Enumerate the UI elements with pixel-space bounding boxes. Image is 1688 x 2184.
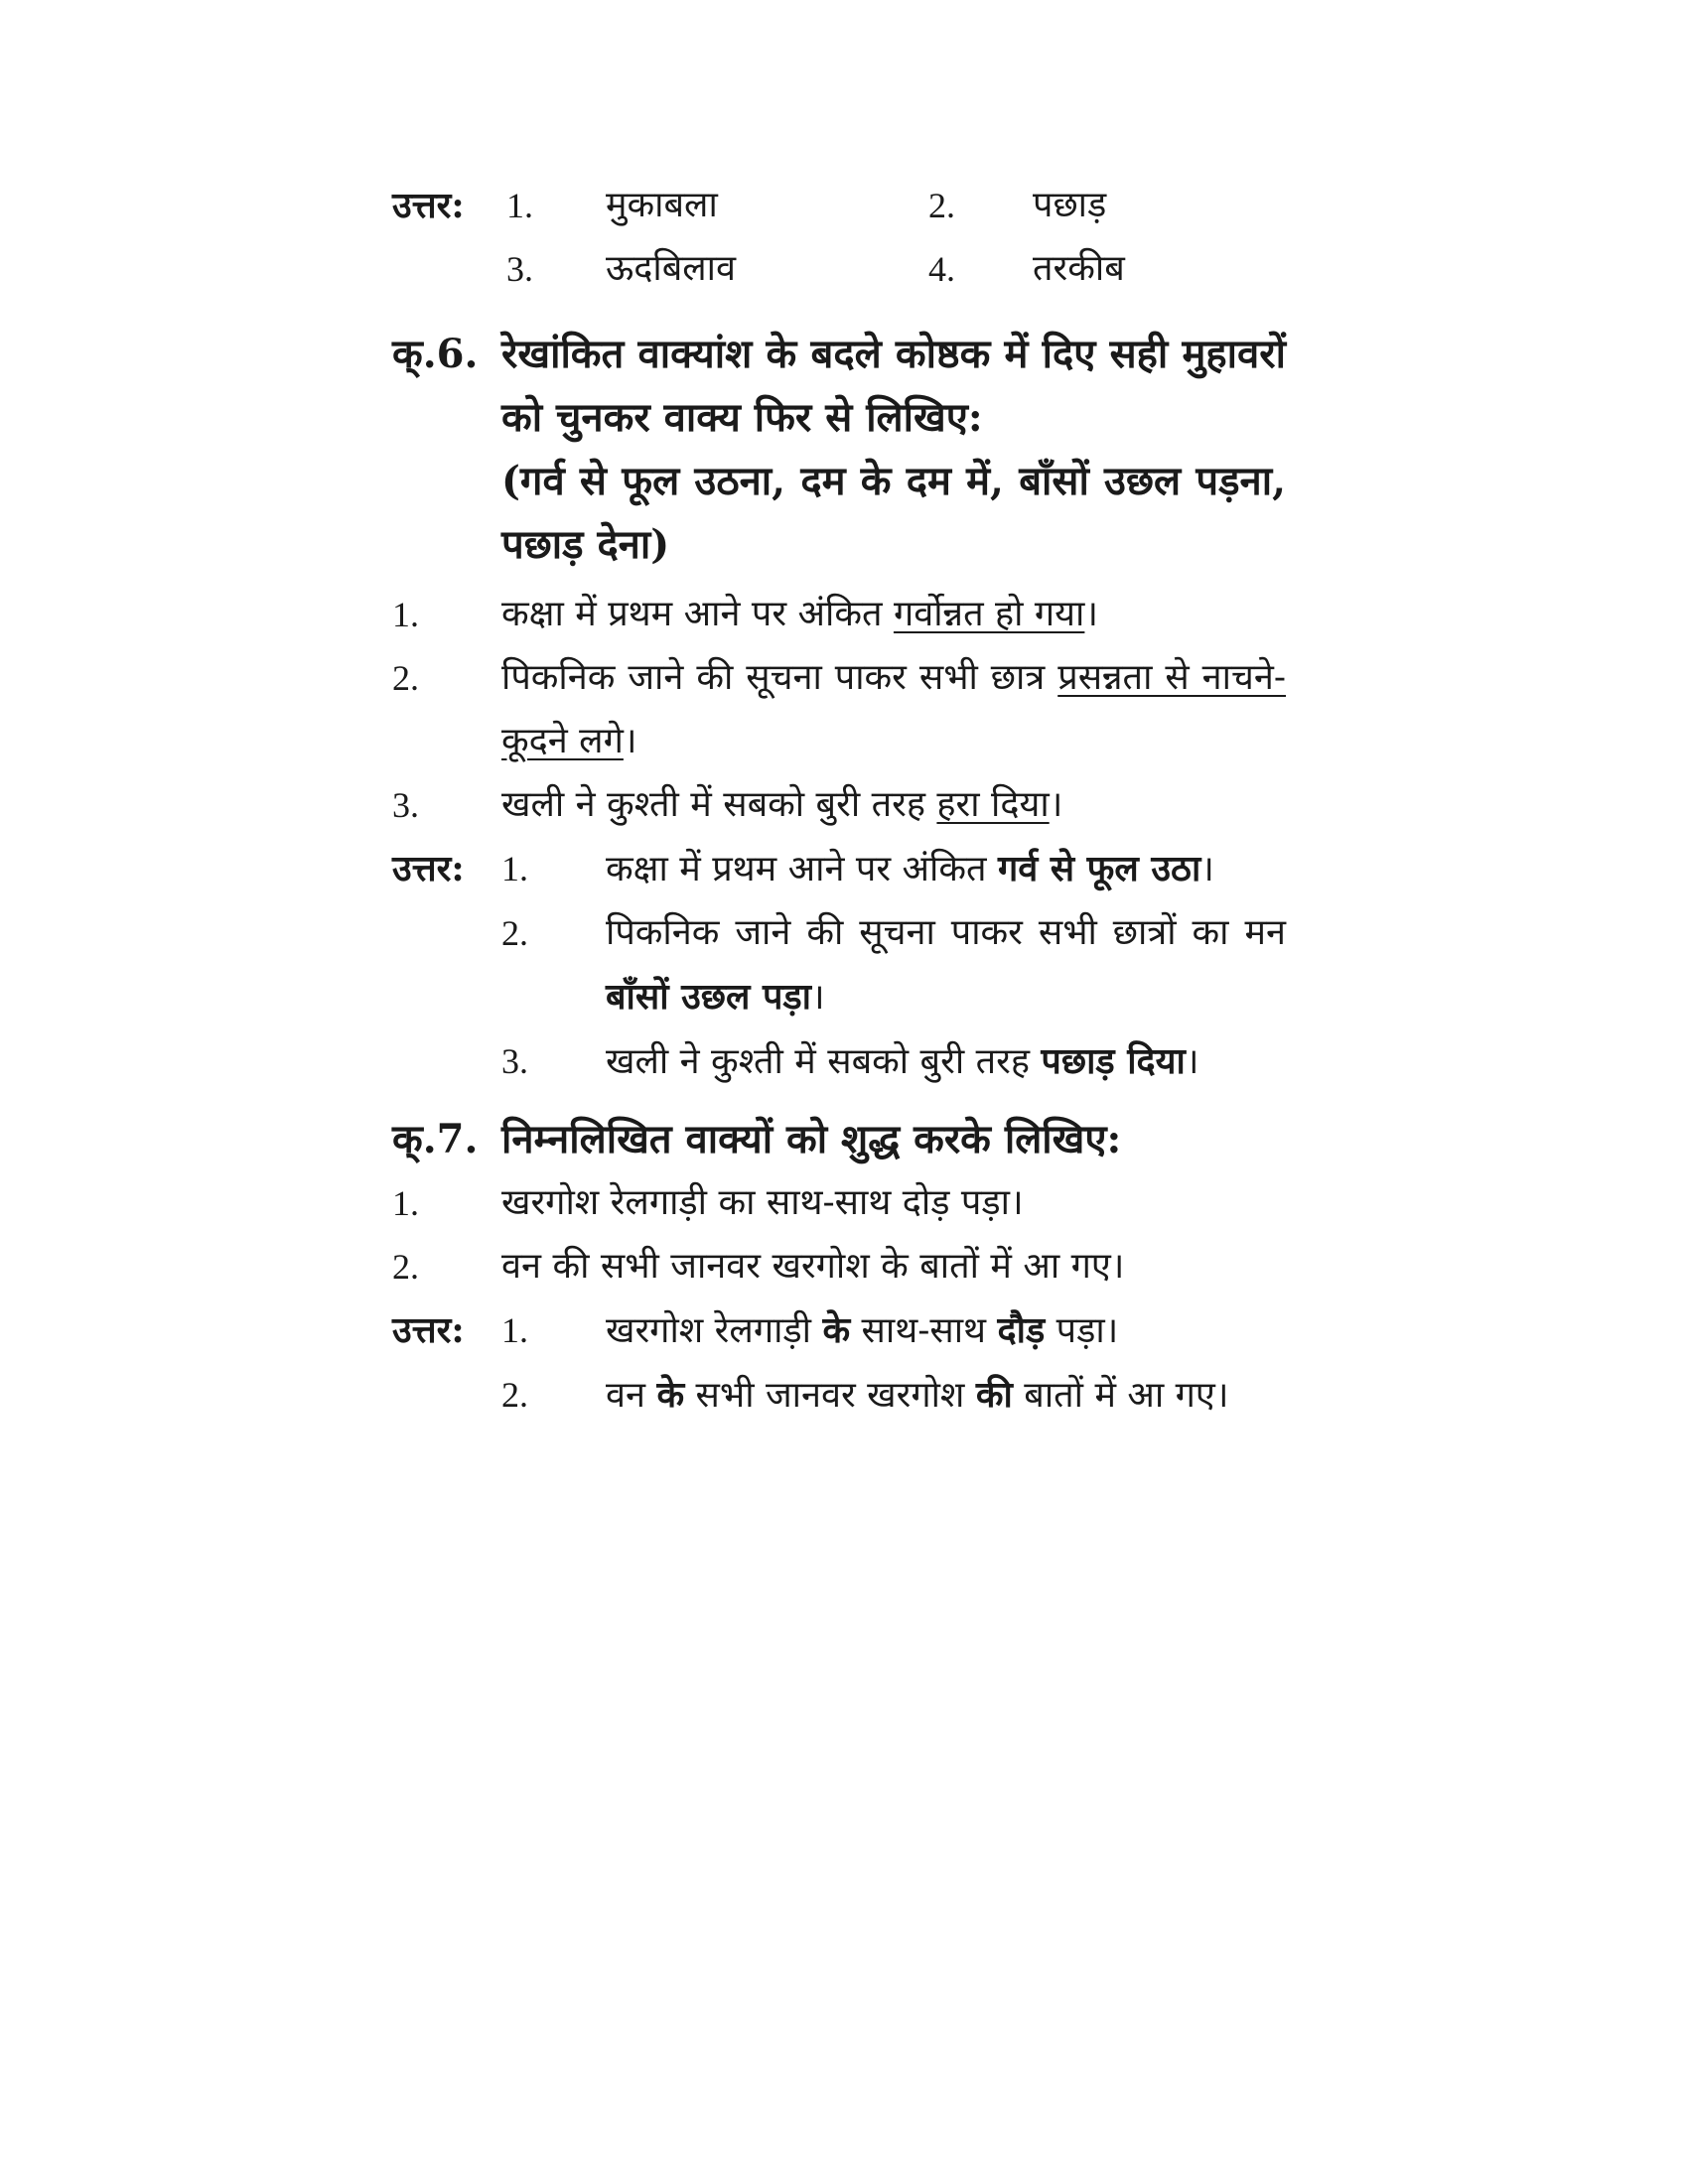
answer-item — [392, 1029, 1286, 1094]
question-options: (गर्व से फूल उठना, दम के दम में, बाँसों उछल पड़ना, पछाड़ देना) — [501, 458, 1286, 568]
answer-text-part: सभी जानवर खरगोश — [684, 1375, 976, 1416]
answer-item — [392, 1363, 1286, 1428]
answer-item — [392, 837, 1286, 901]
item-number: 1. — [392, 595, 419, 634]
correction-word: के — [822, 1309, 851, 1351]
item-text-part: । — [1049, 784, 1063, 825]
item-text: खरगोश रेलगाड़ी का साथ-साथ दोड़ पड़ा। — [501, 1182, 1024, 1223]
answer-text — [606, 901, 1286, 1029]
answer-item — [392, 901, 1286, 1029]
underlined-phrase: प्रसन्नता से नाचने-कूदने लगे — [501, 657, 1286, 761]
correction-word: की — [975, 1374, 1013, 1416]
answer-number: 1. — [501, 849, 528, 888]
list-item — [392, 1235, 1286, 1298]
answer-text-part: । — [1185, 1041, 1199, 1082]
answer-idiom: गर्व से फूल उठा — [997, 848, 1201, 889]
underlined-phrase: हरा दिया — [936, 784, 1050, 825]
item-text-part: खली ने कुश्ती में सबको बुरी तरह — [501, 784, 937, 825]
item-number: 2. — [392, 1247, 419, 1287]
answer-text-part: । — [811, 977, 825, 1018]
answer-text — [606, 1029, 1286, 1094]
item-text-part: । — [623, 721, 637, 761]
question-text: निम्नलिखित वाक्यों को शुद्ध करके लिखिए: — [501, 1116, 1122, 1162]
question-7 — [392, 1108, 1286, 1171]
item-number: 3. — [392, 785, 419, 825]
item-text-part: पिकनिक जाने की सूचना पाकर सभी छात्र — [501, 657, 1058, 698]
question-number: क्.6. — [392, 331, 479, 377]
answer-text-part: साथ-साथ — [850, 1310, 998, 1351]
answer-idiom: बाँसों उछल पड़ा — [606, 976, 812, 1018]
list-item — [392, 773, 1286, 837]
question-text — [501, 323, 1286, 577]
item-text-part: । — [1084, 594, 1099, 634]
answer-text-part: पिकनिक जाने की सूचना पाकर सभी छात्रों का मन — [606, 912, 1286, 953]
answer-text: पछाड़ — [1033, 185, 1107, 225]
correction-word: के — [656, 1374, 685, 1416]
answer-number: 4. — [928, 249, 955, 289]
answer-text-part: । — [1200, 849, 1214, 889]
answer-label: उत्तर: — [392, 185, 465, 226]
correction-word: दौड़ — [997, 1309, 1046, 1351]
answer-text: ऊदबिलाव — [606, 248, 737, 289]
worksheet-page — [392, 184, 1286, 1428]
answer-text-part: खरगोश रेलगाड़ी — [606, 1310, 823, 1351]
question-number: क्.7. — [392, 1116, 479, 1162]
answer-text-part: खली ने कुश्ती में सबको बुरी तरह — [606, 1041, 1042, 1082]
answer-text: तरकीब — [1033, 248, 1125, 289]
list-item — [392, 646, 1286, 773]
answer-number: 1. — [506, 186, 533, 225]
item-text-part: कक्षा में प्रथम आने पर अंकित — [501, 594, 894, 634]
item-number: 2. — [392, 658, 419, 698]
answer-item — [392, 1298, 1286, 1363]
answer-number: 2. — [928, 186, 955, 225]
answer-text-part: पड़ा। — [1045, 1310, 1119, 1351]
underlined-phrase: गर्वोन्नत हो गया — [893, 594, 1085, 634]
answer-text — [606, 837, 1286, 901]
item-text — [501, 773, 1286, 837]
list-item — [392, 1171, 1286, 1235]
answer-number: 2. — [501, 1375, 528, 1415]
item-text — [501, 646, 1286, 773]
answer-number: 2. — [501, 913, 528, 953]
answer-text-part: कक्षा में प्रथम आने पर अंकित — [606, 849, 998, 889]
question-instruction: रेखांकित वाक्यांश के बदले कोष्ठक में दिए सही मुहावरों को चुनकर वाक्य फिर से लिखिए: — [501, 331, 1286, 441]
question-6 — [392, 323, 1286, 577]
answer-text: मुकाबला — [606, 185, 718, 225]
answer-text — [606, 1298, 1286, 1363]
answer-label: उत्तर: — [392, 1309, 465, 1351]
item-text — [501, 583, 1286, 646]
list-item — [392, 583, 1286, 646]
answer-idiom: पछाड़ दिया — [1041, 1040, 1186, 1082]
answer-text-part: बातों में आ गए। — [1012, 1375, 1229, 1416]
item-text: वन की सभी जानवर खरगोश के बातों में आ गए। — [501, 1246, 1125, 1287]
answer-row-2 — [392, 247, 1286, 323]
answer-label: उत्तर: — [392, 848, 465, 889]
answer-text-part: वन — [606, 1375, 657, 1416]
answer-text — [606, 1363, 1286, 1428]
answer-number: 1. — [501, 1310, 528, 1350]
answer-number: 3. — [501, 1041, 528, 1081]
item-number: 1. — [392, 1183, 419, 1223]
answer-row-1 — [392, 184, 1286, 247]
answer-number: 3. — [506, 249, 533, 289]
